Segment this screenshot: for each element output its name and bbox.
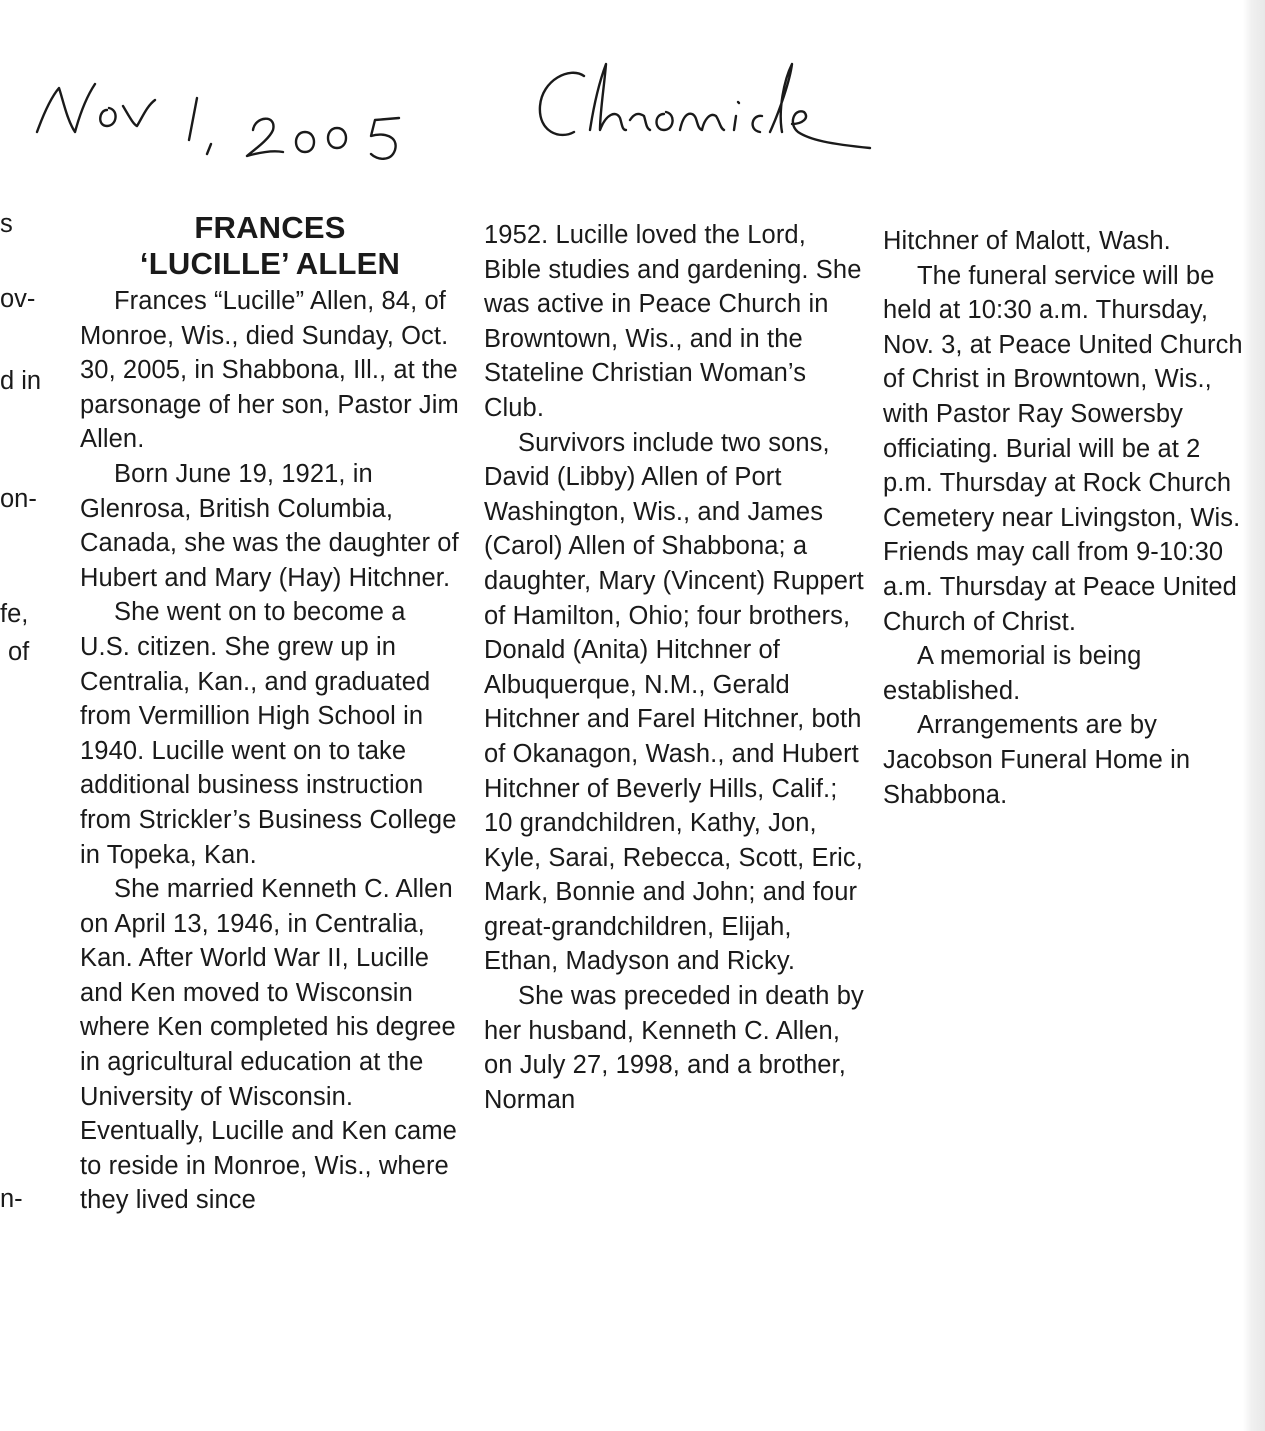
paragraph: Frances “Lucille” Allen, 84, of Monroe, Wis., died Sunday, Oct. 30, 2005, in Shabbona, Ill., at the parsonage of her son, Pastor Jim Allen. xyxy=(80,287,459,454)
edge-fragment: fe, xyxy=(0,600,29,628)
adjacent-column-fragment xyxy=(0,0,50,1431)
headline-line-1: FRANCES xyxy=(194,210,346,245)
edge-fragment: of xyxy=(8,638,30,666)
handwritten-newspaper-name xyxy=(530,40,890,160)
edge-fragment: ov- xyxy=(0,285,36,313)
paragraph-continued: Hitchner of Malott, Wash. xyxy=(883,227,1171,255)
headline-line-2: ‘LUCILLE’ ALLEN xyxy=(139,246,401,281)
obituary-column-2 xyxy=(484,218,864,1117)
paragraph: She married Kenneth C. Allen on April 13, 1946, in Centralia, Kan. After World War II, Lucille and Ken moved to Wisconsin where Ken completed his degree in agricultural education at the University of Wisconsin. Eventually, Lucille and Ken came to reside in Monroe, Wis., where they lived since xyxy=(80,875,457,1215)
paragraph: Arrangements are by Jacobson Funeral Home in Shabbona. xyxy=(883,711,1191,809)
obituary-column-1 xyxy=(80,210,460,1218)
edge-fragment: on- xyxy=(0,485,37,513)
paragraph: She went on to become a U.S. citizen. She grew up in Centralia, Kan., and graduated from Vermillion High School in 1940. Lucille went on to take additional business instruction from Strickler’s Business College in Topeka, Kan. xyxy=(80,598,457,869)
edge-fragment: s xyxy=(0,210,13,238)
paragraph: Born June 19, 1921, in Glenrosa, British Columbia, Canada, she was the daughter of Hubert and Mary (Hay) Hitchner. xyxy=(80,459,459,592)
paragraph: The funeral service will be held at 10:30 a.m. Thursday, Nov. 3, at Peace United Church of Christ in Browntown, Wis., with Pastor Ray Sowersby officiating. Burial will be at 2 p.m. Thursday at Rock Church Cemetery near Livingston, Wis. Friends may call from 9-10:30 a.m. Thursday at Peace United Church of Christ. xyxy=(883,261,1243,636)
obituary-column-3 xyxy=(883,224,1253,812)
paragraph: A memorial is being established. xyxy=(883,642,1142,705)
obituary-headline xyxy=(80,210,460,282)
edge-fragment: n- xyxy=(0,1185,23,1213)
paragraph: Survivors include two sons, David (Libby) Allen of Port Washington, Wis., and James (Carol) Allen of Shabbona; a daughter, Mary (Vincent) Ruppert of Hamilton, Ohio; four brothers, Donald (Anita) Hitchner of Albuquerque, N.M., Gerald Hitchner and Farel Hitchner, both of Okanagon, Wash., and Hubert Hitchner of Beverly Hills, Calif.; 10 grandchildren, Kathy, Jon, Kyle, Sarai, Rebecca, Scott, Eric, Mark, Bonnie and John; and four great-grandchildren, Elijah, Ethan, Madyson and Ricky. xyxy=(484,428,864,976)
edge-fragment: d in xyxy=(0,367,42,395)
paragraph-continued: 1952. Lucille loved the Lord, Bible studies and gardening. She was active in Peace Church in Browntown, Wis., and in the Stateline Christian Woman’s Club. xyxy=(484,221,862,422)
handwritten-date xyxy=(15,40,415,160)
paragraph: She was preceded in death by her husband, Kenneth C. Allen, on July 27, 1998, and a brother, Norman xyxy=(484,982,864,1114)
